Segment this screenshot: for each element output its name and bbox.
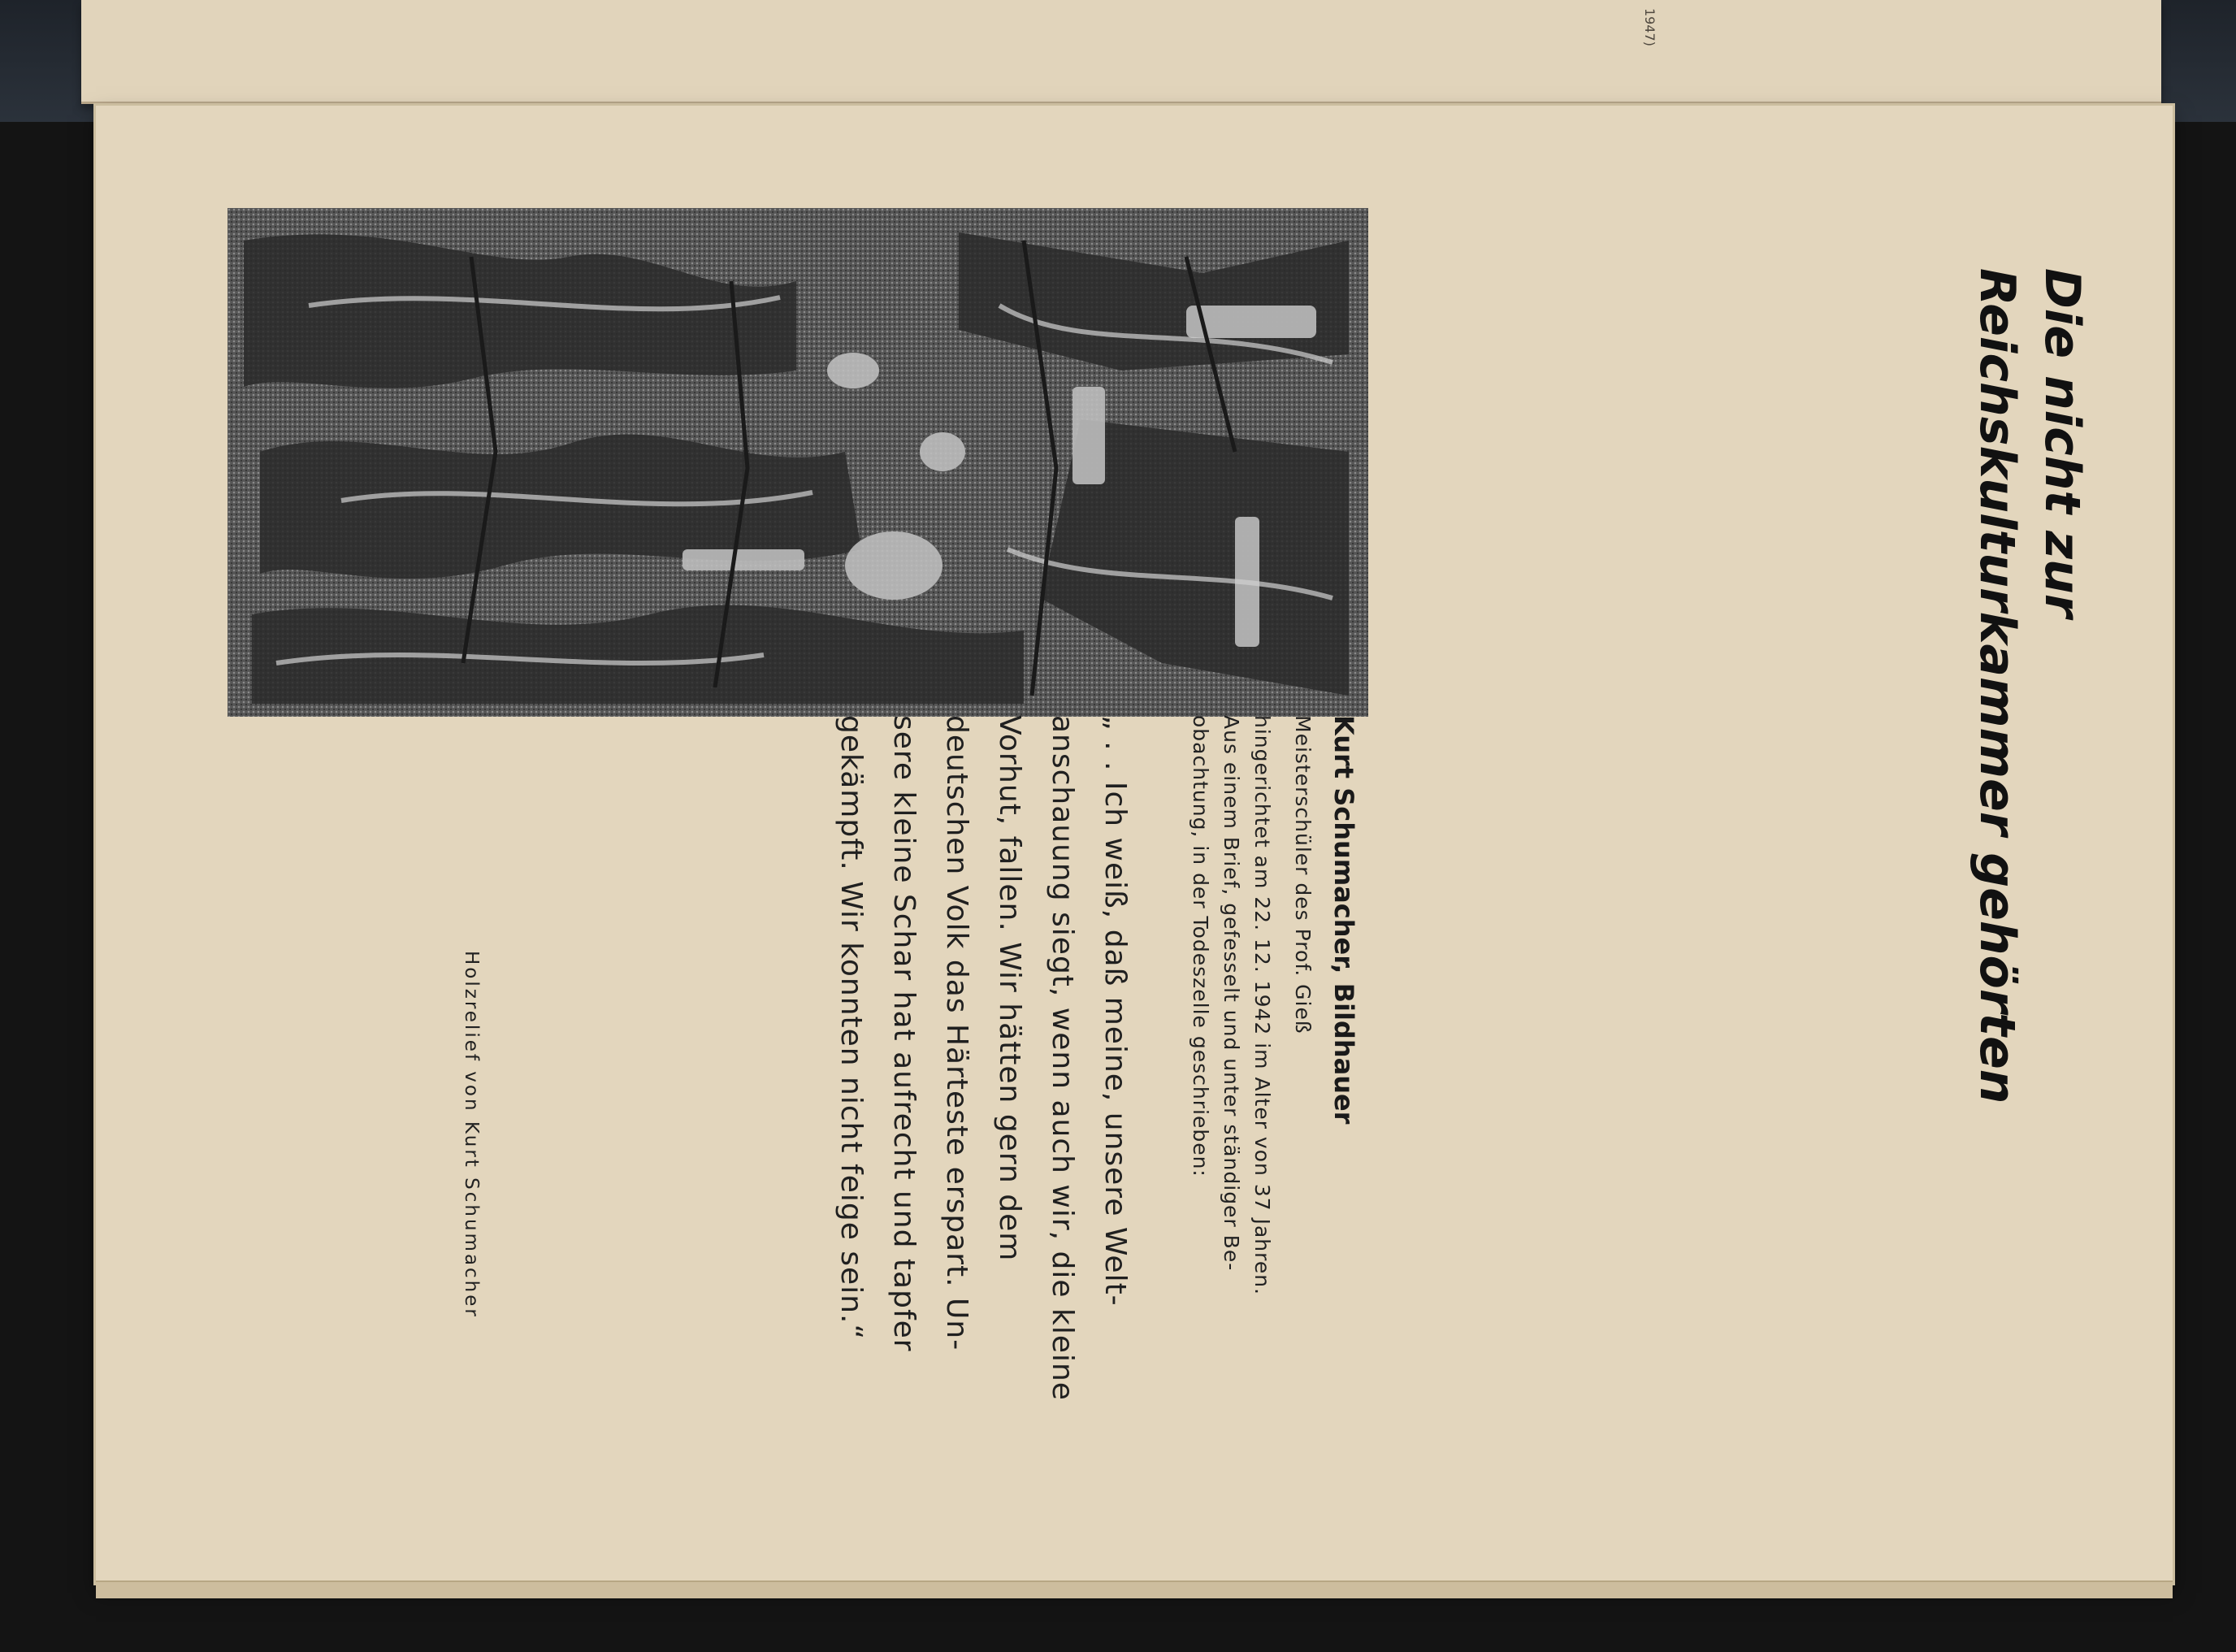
quote-line: deutschen Volk das Härteste erspart. Un- <box>940 715 973 1351</box>
quote-line: Vorhut, fallen. Wir hätten gern dem <box>993 715 1026 1262</box>
letter-note-line-1: Aus einem Brief, gefesselt und unter ständiger Be- <box>1220 715 1243 1272</box>
execution-note: hingerichtet am 22. 12. 1942 im Alter von 37 Jahren. <box>1250 715 1274 1296</box>
page-bottom-edge <box>96 1580 2173 1598</box>
page-title-line-2: Reichskulturkammer gehörten <box>1969 268 2026 1104</box>
relief-illustration <box>228 208 1368 717</box>
previous-page-year: 1947) <box>1642 8 1658 46</box>
book-page <box>96 106 2173 1583</box>
quote-line: sere kleine Schar hat aufrecht und tapfer <box>887 715 921 1352</box>
previous-page-fragment <box>81 0 2161 104</box>
previous-page-text-margin <box>1609 0 1755 102</box>
quote-line: gekämpft. Wir konnten nicht feige sein.“ <box>834 715 868 1341</box>
quote-line: „ . . Ich weiß, daß meine, unsere Welt- <box>1098 715 1132 1307</box>
letter-note-line-2: obachtung, in der Todeszelle geschrieben: <box>1189 715 1212 1177</box>
author-name: Kurt Schumacher, Bildhauer <box>1328 715 1359 1125</box>
quote-line: anschauung siegt, wenn auch wir, die kleine <box>1046 715 1079 1401</box>
page-title-line-1: Die nicht zur <box>2034 268 2091 618</box>
image-caption: Holzrelief von Kurt Schumacher <box>461 951 482 1319</box>
author-role: Meisterschüler des Prof. Gieß <box>1291 715 1315 1034</box>
woodcut-relief-image <box>228 208 1368 717</box>
